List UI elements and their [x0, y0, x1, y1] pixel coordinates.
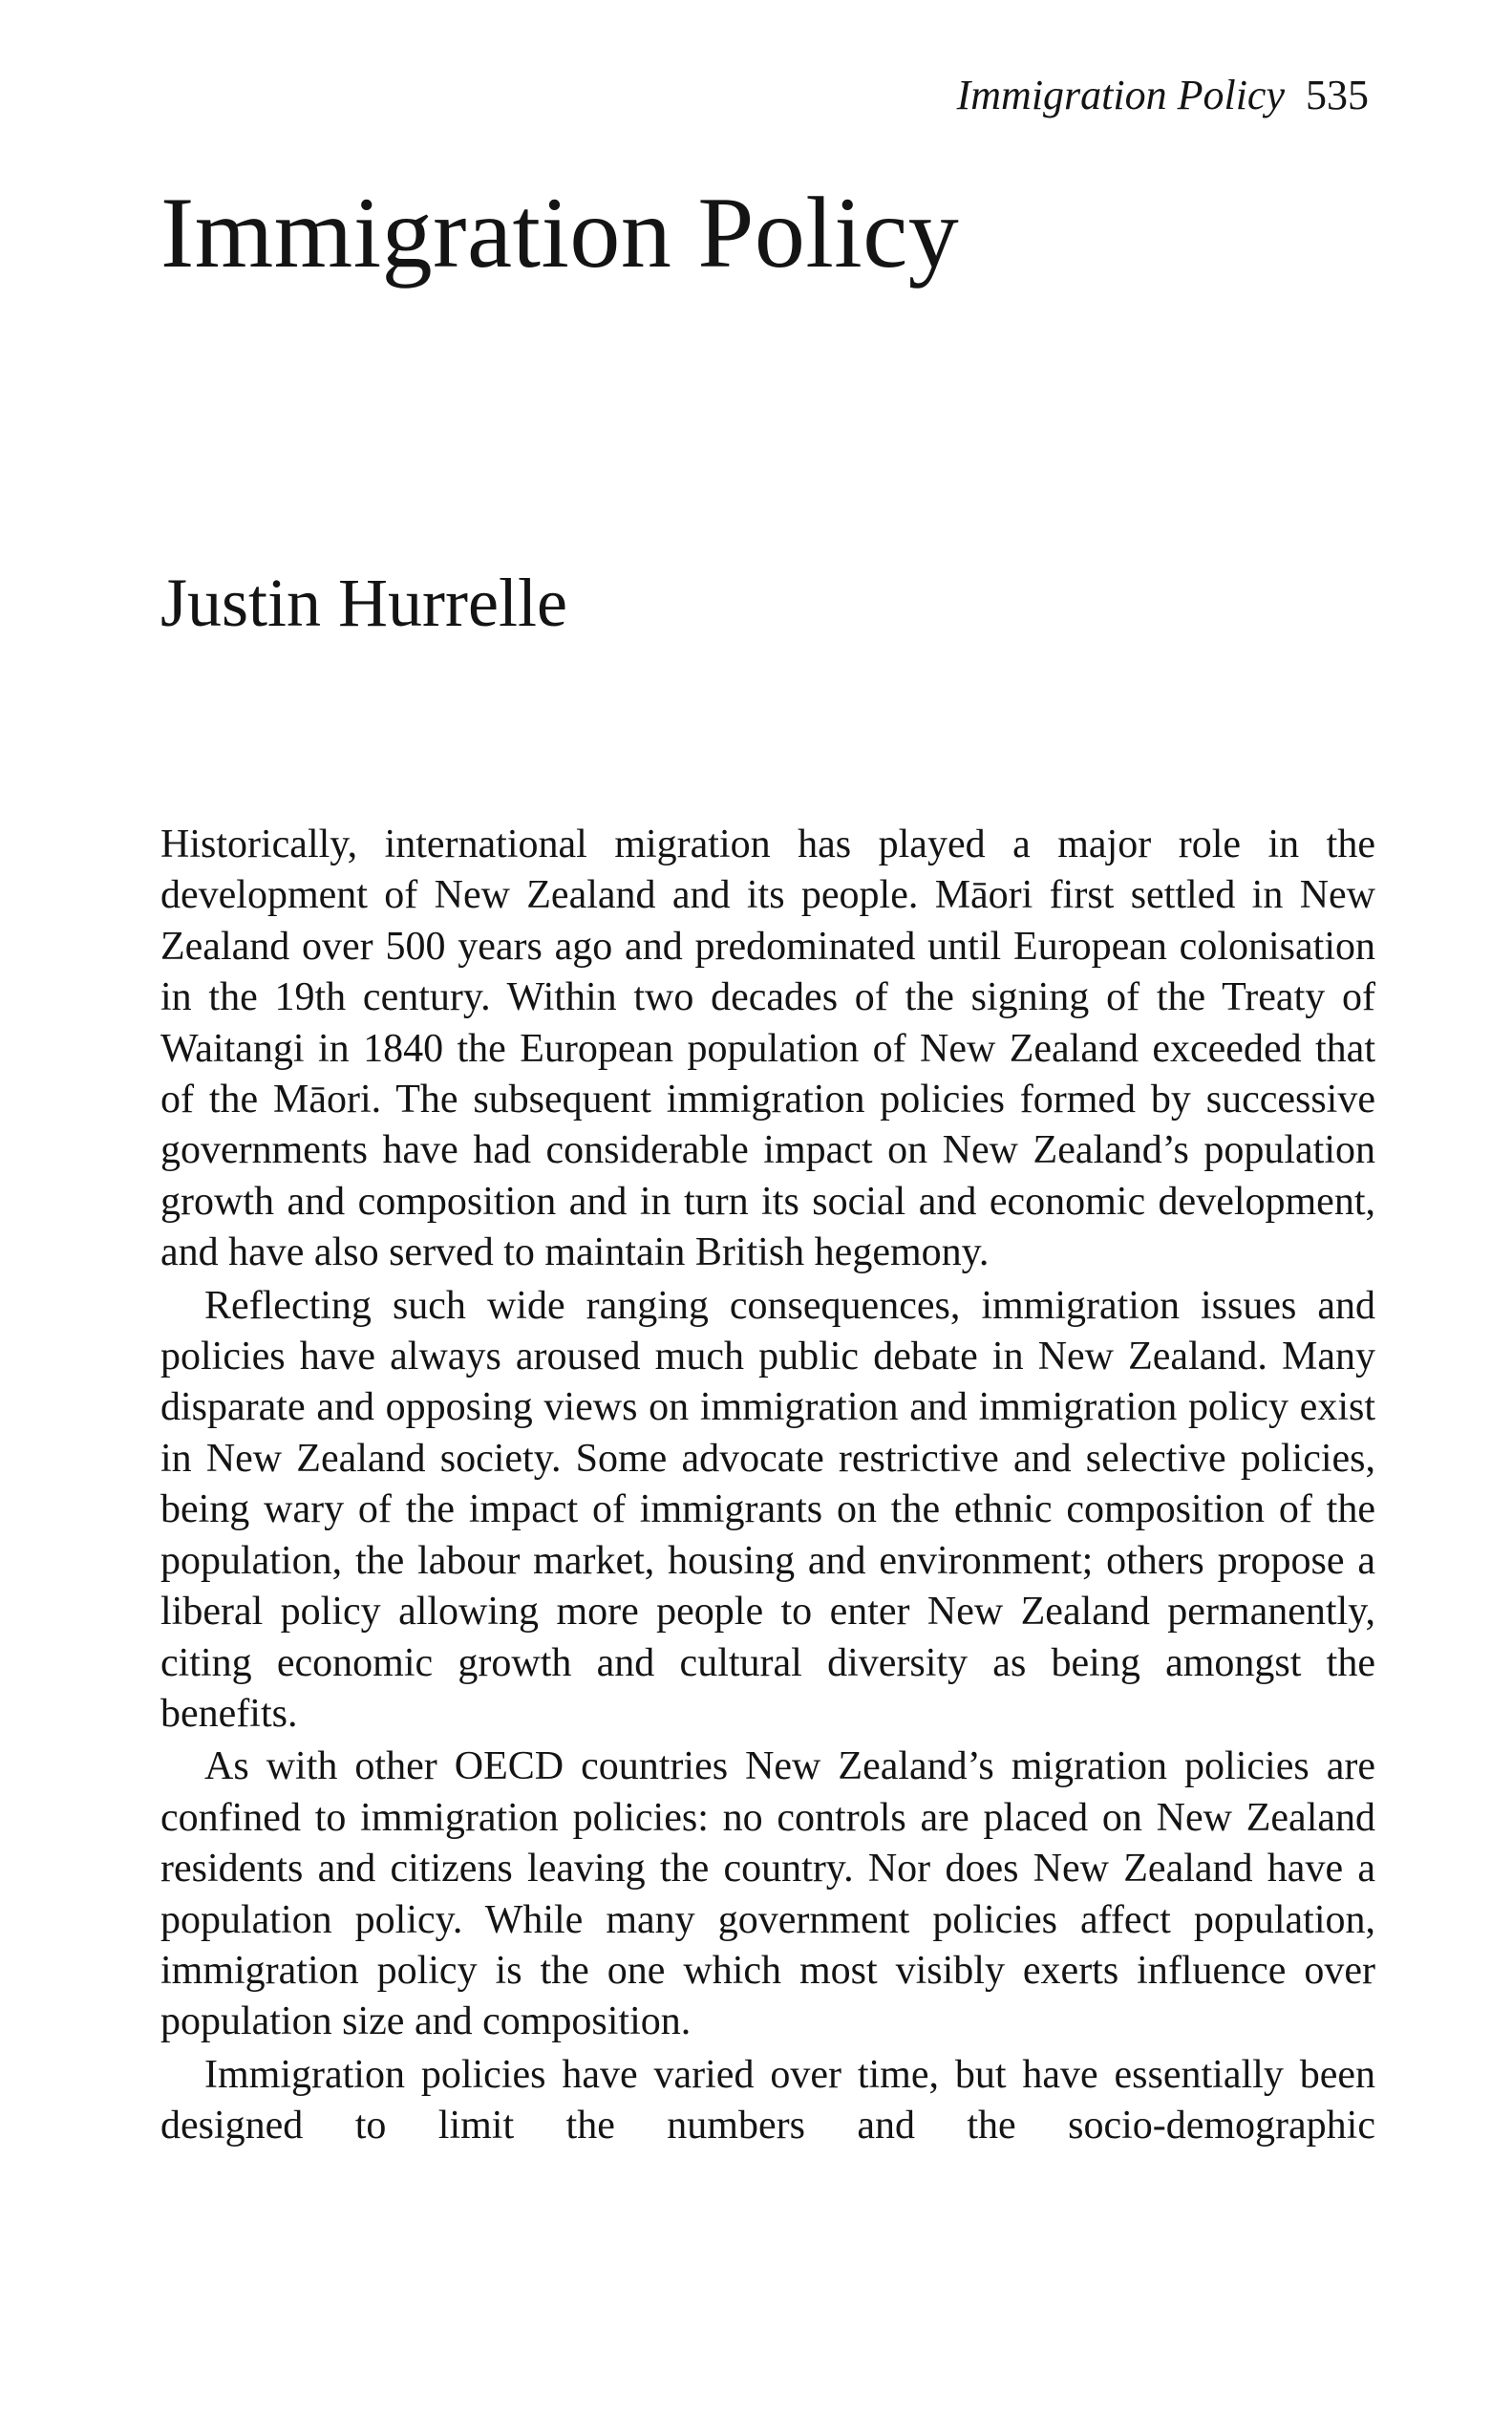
paragraph-2: Reflecting such wide ranging consequences, immigration issues and policies have always aroused much public debate in New Zealand. Many disparate and opposing views on immigration and immigration policy exist in New Zealand society. Some advocate restrictive and selective policies, being wary of the impact of immigrants on the ethnic composition of the population, the labour market, housing and environment; others propose a liberal policy allowing more people to enter New Zealand permanently, citing economic growth and cultural diversity as being amongst the benefits.: [160, 1283, 1375, 1736]
running-head: [956, 72, 1369, 118]
running-head-title: Immigration Policy: [956, 72, 1285, 118]
body-text: [160, 820, 1375, 2152]
chapter-author: Justin Hurrelle: [160, 565, 567, 641]
chapter-title: Immigration Policy: [160, 177, 960, 289]
paragraph-1: Historically, international migration has played a major role in the development of New Zealand and its people. Māori first settled in New Zealand over 500 years ago and predominated until European colonisation in the 19th century. Within two decades of the signing of the Treaty of Waitangi in 1840 the European population of New Zealand exceeded that of the Māori. The subsequent immigration policies formed by successive governments have had considerable impact on New Zealand’s population growth and composition and in turn its social and economic development, and have also served to maintain British hegemony.: [160, 823, 1375, 1275]
paragraph-4: Immigration policies have varied over time, but have essentially been designed to limit the numbers and the socio-demographic: [160, 2052, 1375, 2148]
page-number: 535: [1306, 72, 1369, 118]
paragraph-3: As with other OECD countries New Zealand’s migration policies are confined to immigration policies: no controls are placed on New Zealand residents and citizens leaving the country. Nor does New Zealand have a population policy. While many government policies affect population, immigration policy is the one which most visibly exerts influence over population size and composition.: [160, 1744, 1375, 2044]
